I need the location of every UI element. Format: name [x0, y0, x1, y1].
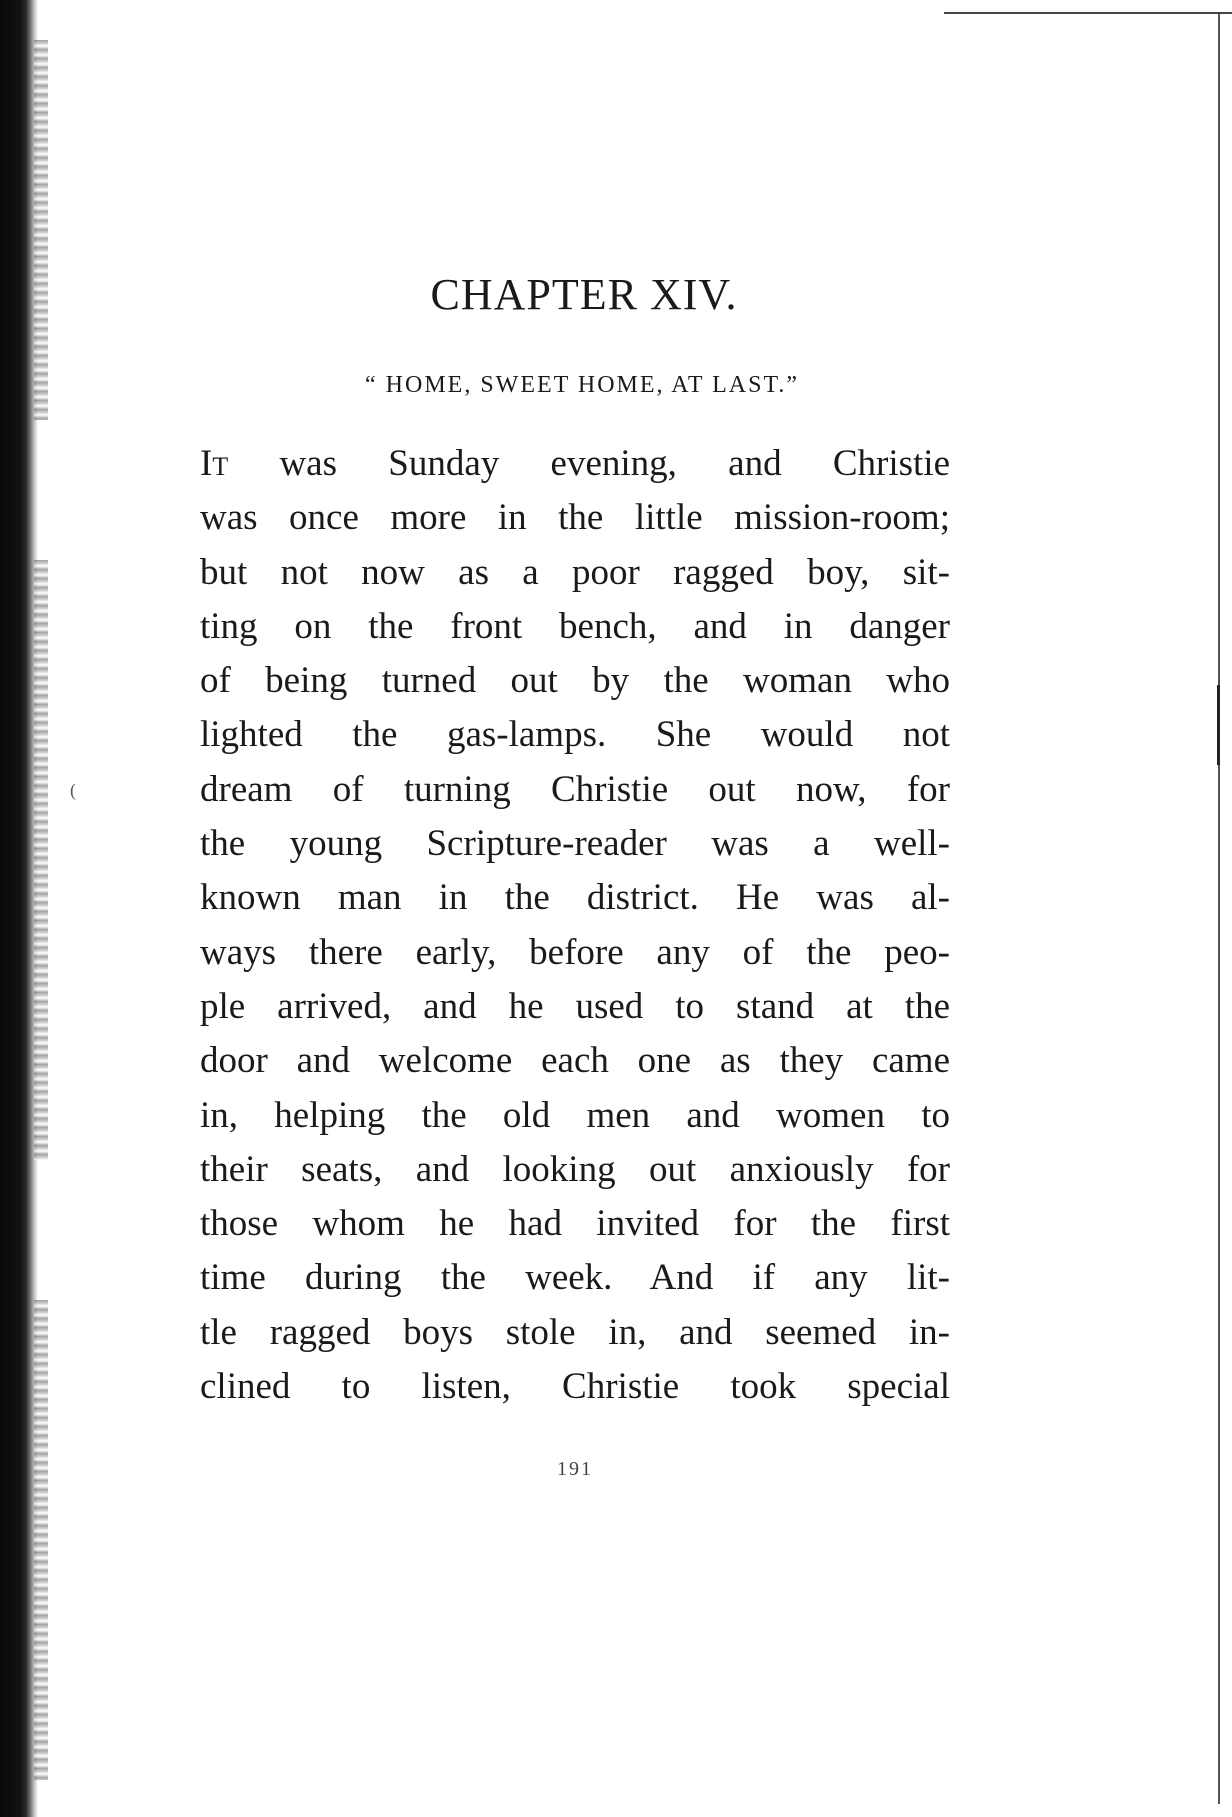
page-number: 191 [557, 1458, 593, 1480]
chapter-body [200, 437, 950, 1414]
chapter-title: CHAPTER XIV. [430, 270, 738, 319]
body-line-5: of being turned out by the woman who [200, 660, 950, 702]
body-line-13: in, helping the old men and women to [200, 1094, 950, 1136]
body-line-18: clined to listen, Christie took special [200, 1366, 950, 1408]
body-line-12: door and welcome each one as they came [200, 1040, 950, 1082]
page-content [200, 265, 950, 1414]
binding-shadow [34, 1300, 48, 1780]
body-line-4: ting on the front bench, and in danger [200, 605, 950, 647]
binding-shadow [34, 560, 48, 1160]
body-line-3: but not now as a poor ragged boy, sit- [200, 551, 950, 593]
body-line-14: their seats, and looking out anxiously for [200, 1148, 950, 1190]
body-line-7: dream of turning Christie out now, for [200, 768, 950, 810]
binding-edge [0, 0, 38, 1817]
body-line-17: tle ragged boys stole in, and seemed in- [200, 1311, 950, 1353]
body-line-6: lighted the gas-lamps. She would not [200, 714, 950, 756]
body-line-9: known man in the district. He was al- [200, 877, 950, 919]
scan-edge-right [1218, 14, 1220, 1804]
body-line-1: It was Sunday evening, and Christie [200, 443, 950, 484]
binding-shadow [34, 40, 48, 420]
initial-word: It [200, 443, 229, 484]
body-line-8: the young Scripture-reader was a well- [200, 823, 950, 865]
body-line-2: was once more in the little mission-room; [200, 497, 950, 539]
scan-edge-right-shadow [1217, 685, 1220, 765]
scan-edge-top [944, 12, 1232, 14]
body-line-10: ways there early, before any of the peo- [200, 931, 950, 973]
margin-mark: ( [70, 780, 76, 800]
chapter-subtitle: “ HOME, SWEET HOME, AT LAST.” [365, 372, 799, 398]
body-line-11: ple arrived, and he used to stand at the [200, 985, 950, 1027]
body-line-16: time during the week. And if any lit- [200, 1257, 950, 1299]
body-line-15: those whom he had invited for the first [200, 1203, 950, 1245]
